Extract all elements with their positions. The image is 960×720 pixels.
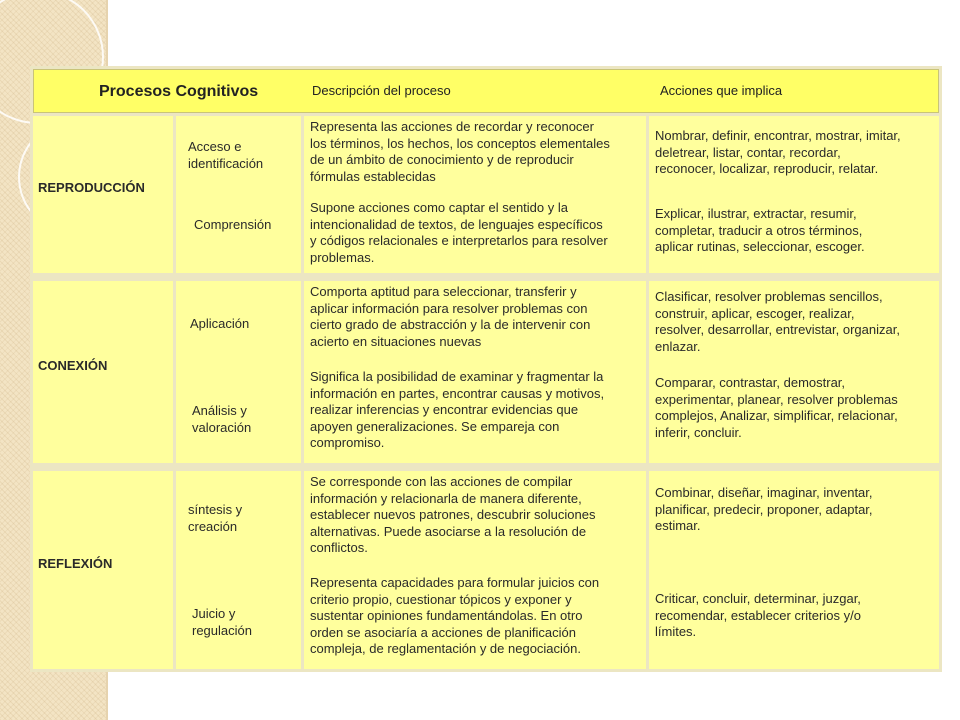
description-text: Se corresponde con las acciones de compilar información y relacionarla de manera diferente, establecer nuevos patrones, descubrir soluciones alternativas. Puede asociarse a la resolución de conflictos.: [310, 474, 596, 555]
description-cell: [304, 116, 646, 273]
header-descripcion: Descripción del proceso: [312, 83, 451, 98]
subprocess-label: síntesis y creación: [188, 502, 243, 534]
description-text: Representa capacidades para formular juicios con criterio propio, cuestionar tópicos y exponer y sustentar opiniones fundamentándolas. En otro orden se asociaría a acciones de planificación compleja, de reglamentación y de negociación.: [310, 575, 600, 656]
section-cell-conexion: [33, 281, 173, 463]
subprocess-label: Juicio y regulación: [192, 606, 252, 638]
header-acciones: Acciones que implica: [660, 83, 783, 98]
cognitive-processes-table: [30, 66, 942, 672]
actions-text: Clasificar, resolver problemas sencillos, construir, aplicar, escoger, realizar, resolver, desarrollar, entrevistar, organizar, enlazar.: [655, 289, 900, 354]
actions-cell: [649, 281, 939, 463]
description-text: Supone acciones como captar el sentido y la intencionalidad de textos, de lenguajes específicos y códigos relacionales e interpretarlos para resolver problemas.: [310, 200, 608, 265]
section-name: CONEXIÓN: [38, 358, 108, 373]
description-text: Significa la posibilidad de examinar y fragmentar la información en partes, encontrar causas y motivos, realizar inferencias y encontrar evidencias que apoyen generalizaciones. Se empareja con compromiso.: [310, 369, 605, 450]
actions-text: Criticar, concluir, determinar, juzgar, recomendar, establecer criterios y/o límites.: [655, 591, 861, 639]
description-cell: [304, 471, 646, 669]
subprocess-label: Comprensión: [194, 217, 272, 232]
actions-text: Explicar, ilustrar, extractar, resumir, completar, traducir a otros términos, aplicar rutinas, seleccionar, escoger.: [655, 206, 865, 254]
subprocess-cell: [176, 471, 301, 669]
subprocess-cell: [176, 116, 301, 273]
description-text: Representa las acciones de recordar y reconocer los términos, los hechos, los conceptos elementales de un ámbito de conocimiento y de reproducir fórmulas establecidas: [310, 119, 610, 184]
section-cell-reflexion: [33, 471, 173, 669]
section-name: REFLEXIÓN: [38, 556, 113, 571]
description-text: Comporta aptitud para seleccionar, transferir y aplicar información para resolver problemas con cierto grado de abstracción y la de intervenir con acierto en situaciones nuevas: [310, 284, 591, 349]
section-cell-reproduccion: [33, 116, 173, 273]
actions-cell: [649, 471, 939, 669]
table-header: [33, 69, 939, 113]
subprocess-label: Acceso e identificación: [188, 139, 264, 171]
actions-text: Comparar, contrastar, demostrar, experimentar, planear, resolver problemas complejos, Analizar, simplificar, relacionar, inferir, concluir.: [655, 375, 898, 440]
actions-cell: [649, 116, 939, 273]
subprocess-label: Aplicación: [190, 316, 250, 331]
section-name: REPRODUCCIÓN: [38, 180, 145, 195]
subprocess-cell: [176, 281, 301, 463]
description-cell: [304, 281, 646, 463]
actions-text: Nombrar, definir, encontrar, mostrar, imitar, deletrear, listar, contar, recordar, reconocer, localizar, reproducir, relatar.: [655, 128, 901, 176]
subprocess-label: Análisis y valoración: [192, 403, 252, 435]
header-procesos: Procesos Cognitivos: [99, 83, 259, 100]
actions-text: Combinar, diseñar, imaginar, inventar, planificar, predecir, proponer, adaptar, estimar.: [655, 485, 873, 533]
